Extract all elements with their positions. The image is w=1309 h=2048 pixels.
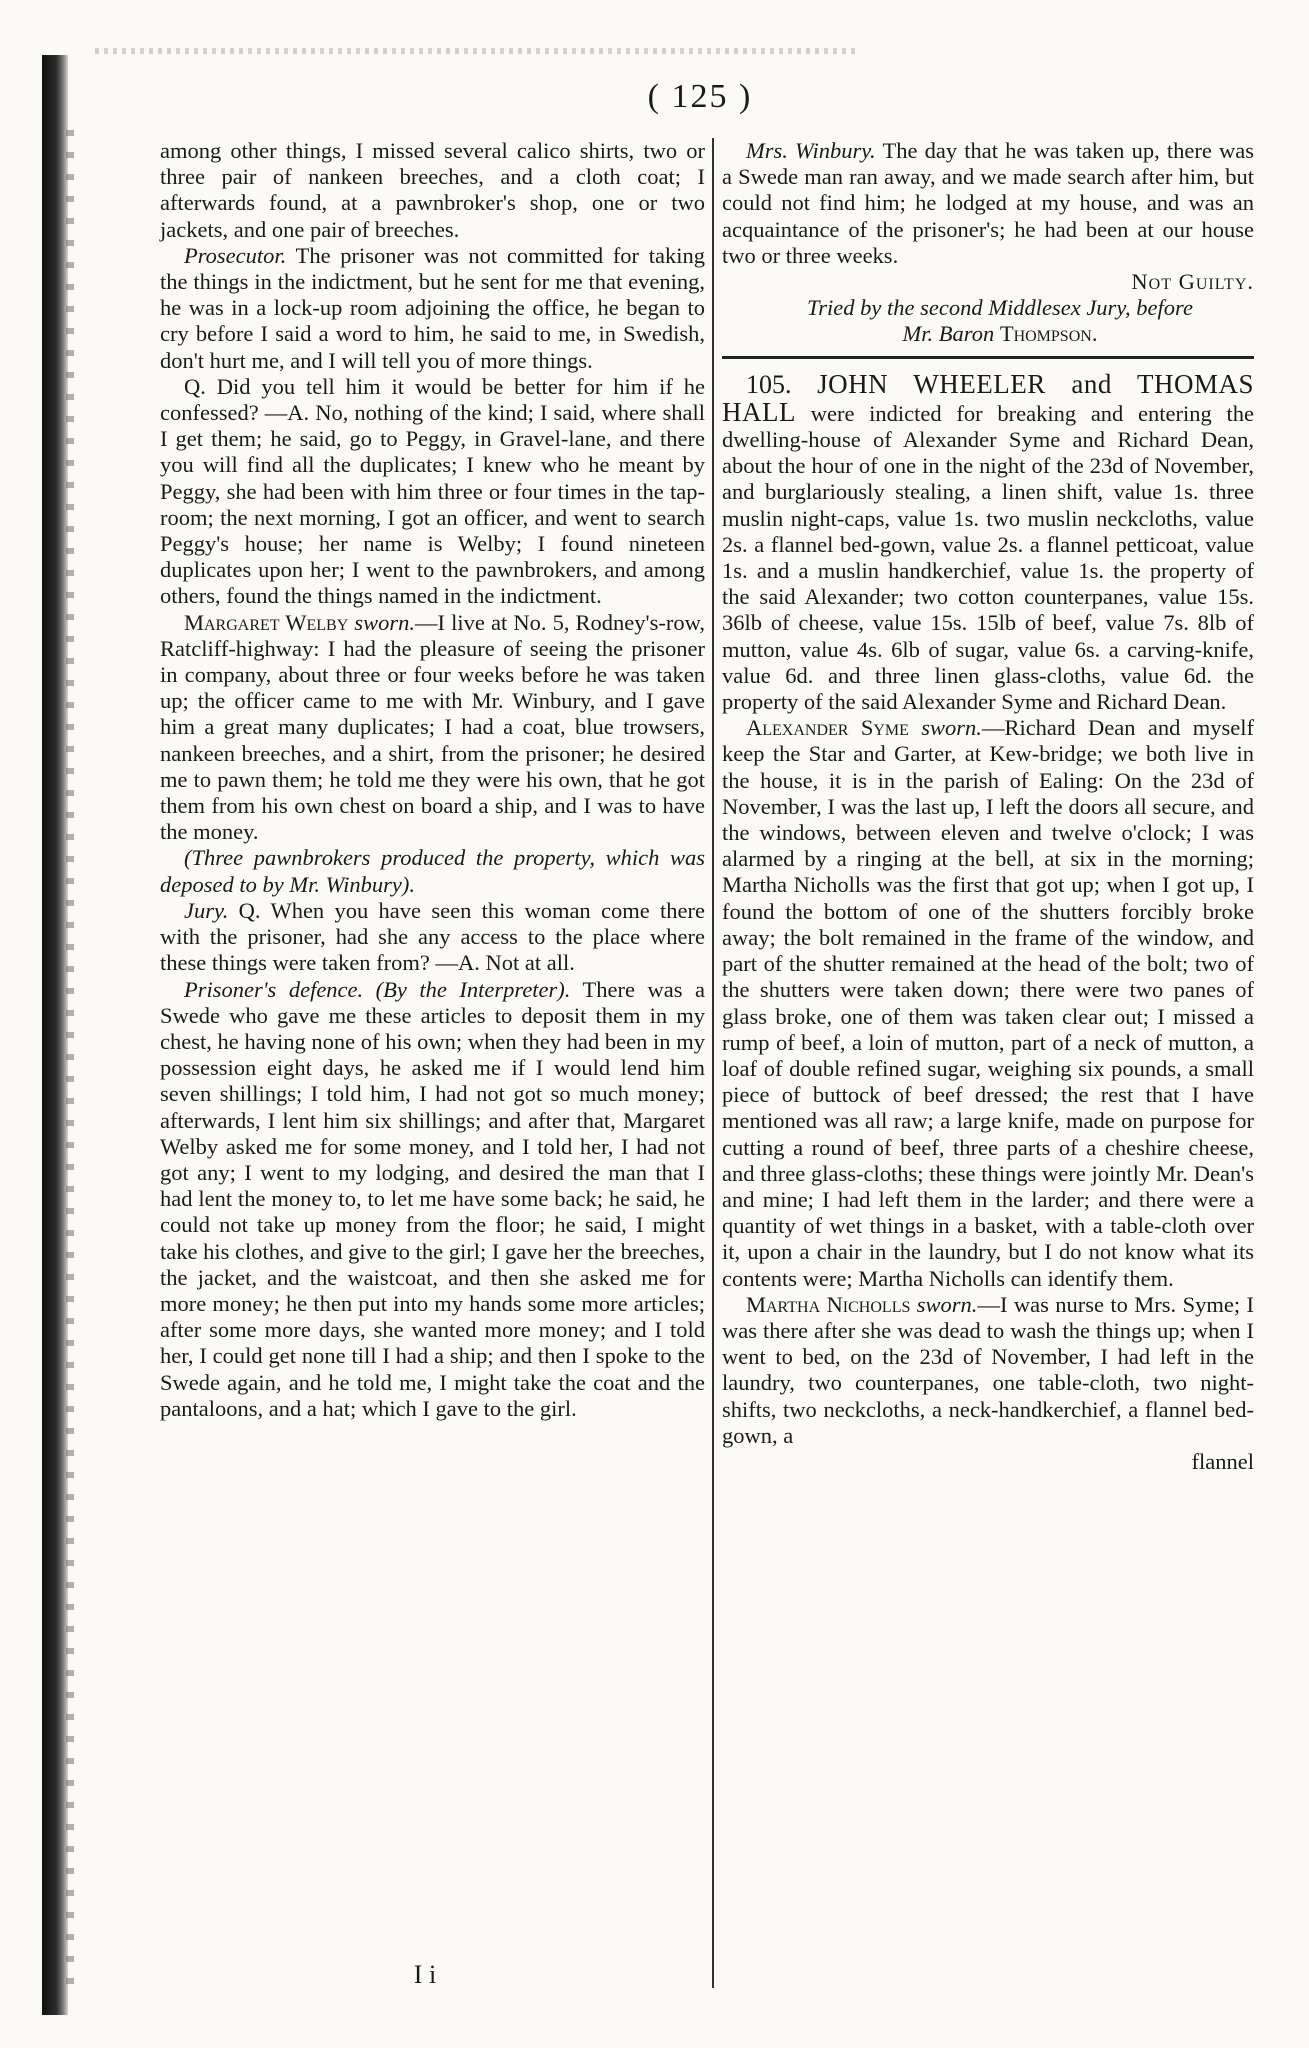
welby-testimony: —I live at No. 5, Rodney's-row, Ratcliff-highway: I had the pleasure of seeing the prisoner in company, about three or four weeks before he was taken up; the officer came to me with Mr. Winbury, and I gave him a great many duplicates; I had a coat, blue trowsers, nankeen breeches, and a shirt, from the prisoner; he desired me to pawn them; he told me they were his own, that he got them from his own chest on board a ship, and I was to have the money. xyxy=(160,609,706,845)
witness-name-syme: Alexander Syme xyxy=(746,715,909,741)
speaker-jury: Jury. xyxy=(184,897,229,923)
signature-mark: I i xyxy=(413,1960,437,1989)
speaker-prosecutor: Prosecutor. xyxy=(184,242,287,268)
witness-name-nicholls: Martha Nicholls xyxy=(746,1291,911,1317)
case-number: 105. xyxy=(746,369,792,399)
verdict xyxy=(722,269,1254,295)
sworn-label: sworn. xyxy=(908,715,982,741)
speaker-prisoner-defence: Prisoner's defence. (By the Interpreter). xyxy=(184,976,571,1002)
left-paragraph-1: among other things, I missed several calico shirts, two or three pair of nankeen breeches, and a cloth coat; I afterwards found, at a pawnbroker's shop, one or two jackets, and one pair of breeches. xyxy=(160,138,705,242)
jury-text: Q. When you have seen this woman come there with the prisoner, had she any access to the place where these things were taken from? —A. Not at all. xyxy=(160,897,705,976)
case-heading-paragraph xyxy=(722,368,1254,716)
right-column xyxy=(722,138,1254,1475)
nicholls-testimony: —I was nurse to Mrs. Syme; I was there after she was dead to wash the things up; when I went to bed, on the 23d of November, I had left in the laundry, two counterpanes, one table-cloth, two night-shifts, two neckcloths, a neck-handkerchief, a flannel bed-gown, a xyxy=(722,1291,1254,1448)
sworn-label: sworn. xyxy=(348,609,416,635)
left-column xyxy=(160,138,705,1422)
top-edge-marks xyxy=(95,48,855,54)
sworn-label: sworn. xyxy=(910,1291,978,1317)
left-paragraph-4 xyxy=(160,610,705,846)
prosecutor-text: The prisoner was not committed for taking the things in the indictment, but he sent for me that evening, he was in a lock-up room adjoining the office, he began to cry before I said a word to him, he said to me, in Swedish, don't hurt me, and I will tell you of more things. xyxy=(160,242,705,373)
page-number: ( 125 ) xyxy=(647,78,753,115)
defence-text: There was a Swede who gave me these articles to deposit them in my chest, he having none of his own; when they had been in my possession eight days, he asked me if I would lend him seven shillings; I told him, I had not got so much money; afterwards, I lent him six shillings; and after that, Margaret Welby asked me for some money, and I told her, I had not got any; I went to my lodging, and desired the man that I had lent the money to, to let me have some back; he said, he could not take up money from the floor; he said, I might take his clothes, and give to the girl; I gave her the breeches, the jacket, and the waistcoat, and then she asked me for more money; he then put into my hands some more articles; after some more days, she wanted more money; and I told her, I could get none till I had a ship; and then I spoke to the Swede again, and he told me, I might take the coat and the pantaloons, and a hat; which I gave to the girl. xyxy=(160,976,705,1421)
binding-edge xyxy=(66,130,74,1990)
right-paragraph-3 xyxy=(722,1292,1254,1449)
tried-line-1: Tried by the second Middlesex Jury, before xyxy=(807,295,1193,321)
witness-name-welby: Margaret Welby xyxy=(184,609,349,635)
tried-prefix: Mr. Baron xyxy=(902,321,1000,347)
speaker-mrs-winbury: Mrs. Winbury. xyxy=(746,138,876,163)
catchword: flannel xyxy=(1191,1448,1254,1474)
left-paragraph-3: Q. Did you tell him it would be better for him if he confessed? —A. No, nothing of the kind; I said, where shall I get them; he said, go to Peggy, in Gravel-lane, and there you will find all the duplicates; I knew who he meant by Peggy, she had been with him three or four times in the tap-room; the next morning, I got an officer, and went to search Peggy's house; her name is Welby; I found nineteen duplicates upon her; I went to the pawnbrokers, and among others, found the things named in the indictment. xyxy=(160,373,705,609)
binding-shadow xyxy=(42,55,68,2015)
verdict-text: Not Guilty. xyxy=(1131,269,1254,295)
winbury-text: The day that he was taken up, there was a Swede man ran away, and we made search after him, but could not find him; he lodged at my house, and was an acquaintance of the prisoner's; he had been at our house two or three weeks. xyxy=(722,138,1254,268)
tried-line-2 xyxy=(722,321,1254,347)
left-paragraph-6 xyxy=(160,898,705,977)
right-paragraph-2 xyxy=(722,715,1254,1291)
case-defendants: JOHN WHEELER and THOMAS HALL xyxy=(722,368,1254,427)
left-paragraph-5: (Three pawnbrokers produced the property, which was deposed to by Mr. Winbury). xyxy=(160,845,705,897)
right-paragraph-1 xyxy=(722,138,1254,269)
left-paragraph-2 xyxy=(160,243,705,374)
column-divider xyxy=(712,138,714,1988)
judge-name: Thompson. xyxy=(999,321,1098,347)
left-paragraph-7 xyxy=(160,977,705,1422)
case-indictment: were indicted for breaking and entering the dwelling-house of Alexander Syme and Richard Dean, about the hour of one in the night of the 23d of November, and burglariously stealing, a linen shift, value 1s. three muslin night-caps, value 1s. two muslin neckcloths, value 2s. a flannel bed-gown, value 2s. a flannel petticoat, value 1s. and a muslin handkerchief, value 1s. the property of the said Alexander; two cotton counterpanes, value 15s. 36lb of cheese, value 15s. 15lb of beef, value 7s. 8lb of mutton, value 4s. 6lb of sugar, value 6s. a carving-knife, value 6d. and three linen glass-cloths, value 6d. the property of the said Alexander Syme and Richard Dean. xyxy=(722,400,1254,715)
section-rule xyxy=(722,356,1254,359)
syme-testimony: —Richard Dean and myself keep the Star and Garter, at Kew-bridge; we both live in the house, it is in the parish of Ealing: On the 23d of November, I was the last up, I left the doors all secure, and the windows, between eleven and twelve o'clock; I was alarmed by a ringing at the bell, at six in the morning; Martha Nicholls was the first that got up; when I got up, I found the bottom of one of the shutters forcibly broke away; the bolt remained in the frame of the window, and part of the shutter remained at the head of the bolt; two of the shutters were taken down; there were two panes of glass broke, one of them was taken clear out; I missed a rump of beef, a loin of mutton, part of a neck of mutton, a loaf of double refined sugar, weighing six pounds, a small piece of buttock of beef dressed; the rest that I have mentioned was all raw; a large knife, made on purpose for cutting a round of beef, three parts of a cheshire cheese, and three glass-cloths; these things were jointly Mr. Dean's and mine; I had left them in the larder; and there were a quantity of wet things in a basket, with a table-cloth over it, upon a chair in the laundry, but I do not know what its contents were; Martha Nicholls can identify them. xyxy=(722,715,1254,1291)
